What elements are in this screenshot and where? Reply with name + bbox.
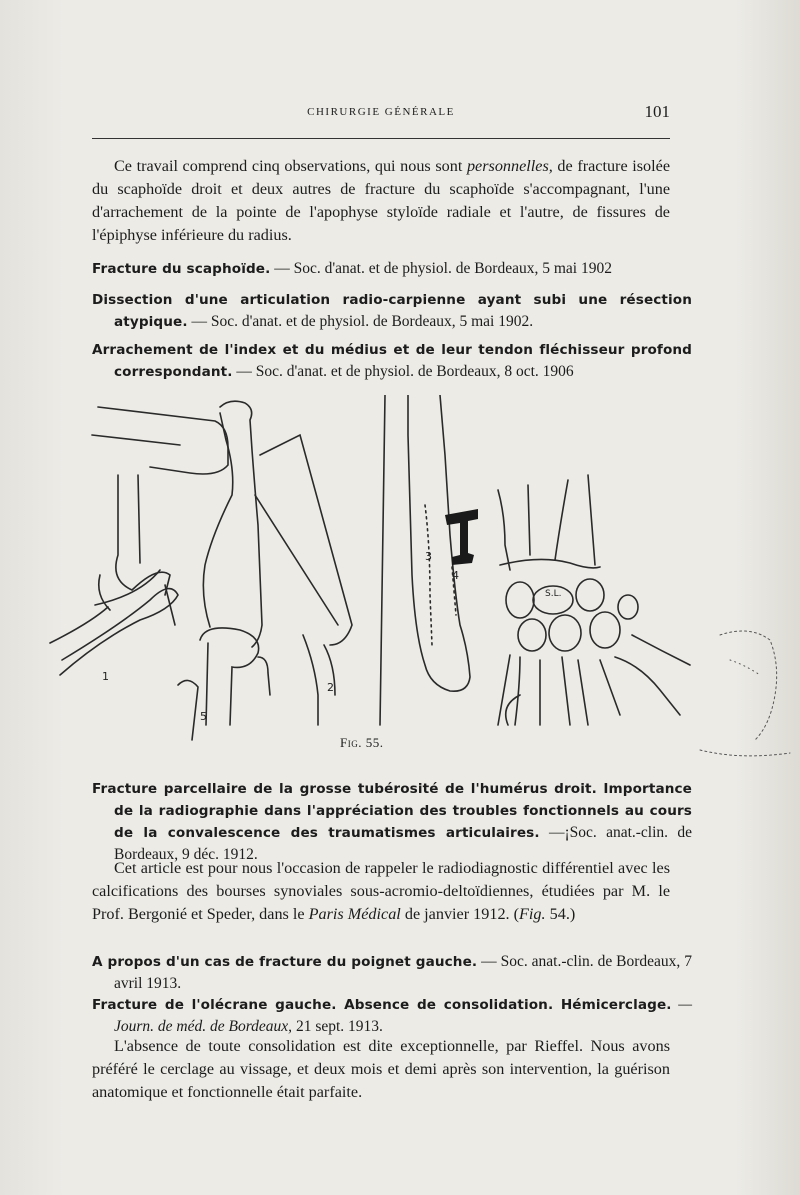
entry-ref: — Soc. d'anat. et de physiol. de Bordeaux, 5 mai 1902 xyxy=(270,260,612,277)
entry-scaphoide xyxy=(92,258,692,280)
figure-label-5: 5 xyxy=(200,710,207,723)
running-head xyxy=(92,102,670,124)
entry-ref: 21 sept. 1913. xyxy=(292,1018,383,1035)
figure-label-1: 1 xyxy=(102,670,109,683)
entry-ref: —¡Soc. anat.-clin. de Bordeaux, 9 déc. 1912. xyxy=(114,824,692,863)
page-number: 101 xyxy=(644,102,670,121)
paragraph-text-em: Fig. xyxy=(519,905,546,923)
figure-caption-number: 55. xyxy=(365,735,384,750)
entry-olecrane xyxy=(92,994,692,1037)
entry-title: Fracture parcellaire de la grosse tubérosité de l'humérus droit. Importance de la radiographie dans l'appréciation des troubles fonctionnels au cours de la convalescence des traumatismes articulaires. xyxy=(92,781,692,841)
entry-title: Dissection d'une articulation radio-carpienne ayant subi une résection atypique. xyxy=(92,292,692,330)
figure-label-3: 3 xyxy=(425,550,432,563)
intro-text-post: de fracture isolée du scaphoïde droit et deux autres de fracture du scaphoïde s'accompagnant, l'une d'arrachement de la pointe de l'apophyse styloïde radiale et l'autre, de fissures de l'épiphyse inférieure du radius. xyxy=(92,157,670,244)
intro-text-em: personnelles, xyxy=(466,157,553,175)
drawing-wrist xyxy=(498,475,690,725)
paragraph-text: 54.) xyxy=(545,905,576,923)
entry-title: A propos d'un cas de fracture du poignet gauche. xyxy=(92,954,478,970)
figure-label-4: 4 xyxy=(452,569,459,582)
paragraph-text: L'absence de toute consolidation est dite exceptionnelle, par Rieffel. Nous avons préféré le cerclage au vissage, et deux mois et demi après son intervention, la guérison anatomique et fonctionnelle était parfaite. xyxy=(92,1037,670,1101)
paragraph-radiodiagnostic xyxy=(92,857,670,926)
figure-caption-label: Fig. xyxy=(340,735,362,750)
intro-paragraph xyxy=(92,155,670,247)
paragraph-text: Cet article est pour nous l'occasion de rappeler le radiodiagnostic différentiel avec les calcifications des bourses synoviales sous-acromio-deltoïdiennes, étudiées par M. le Prof. Bergonié et Speder, dans le xyxy=(92,859,670,923)
figure-caption xyxy=(340,735,460,751)
entry-title: Arrachement de l'index et du médius et de leur tendon fléchisseur profond correspondant. xyxy=(92,342,692,380)
drawing-shoulder xyxy=(50,407,228,675)
entry-arrachement xyxy=(92,339,692,383)
entry-journal: — Journ. de méd. de Bordeaux, xyxy=(114,996,693,1035)
entry-poignet xyxy=(92,951,692,994)
drawing-radiograph-fragment xyxy=(700,631,790,756)
entry-ref: — Soc. anat.-clin. de Bordeaux, 7 avril 1913. xyxy=(114,953,692,992)
entry-ref: — Soc. d'anat. et de physiol. de Bordeaux, 5 mai 1902. xyxy=(187,313,534,330)
running-title: CHIRURGIE GÉNÉRALE xyxy=(307,106,455,118)
entry-ref: — Soc. d'anat. et de physiol. de Bordeaux, 8 oct. 1906 xyxy=(232,363,574,380)
figure-label-2: 2 xyxy=(327,681,334,694)
entry-dissection xyxy=(92,289,692,333)
entry-title: Fracture de l'olécrane gauche. Absence de consolidation. Hémicerclage. xyxy=(92,997,672,1013)
figure-55-drawing xyxy=(0,395,800,785)
intro-text-pre: Ce travail comprend cinq observations, qui nous sont xyxy=(114,157,467,175)
entry-humerus xyxy=(92,778,692,865)
paragraph-text-em: Paris Médical xyxy=(308,905,401,923)
entry-title: Fracture du scaphoïde. xyxy=(92,261,271,277)
paragraph-rieffel xyxy=(92,1035,670,1104)
paragraph-text: de janvier 1912. ( xyxy=(400,905,520,923)
drawing-forearm xyxy=(178,401,352,740)
header-rule xyxy=(92,138,670,139)
figure-label-sl: S.L. xyxy=(545,589,562,599)
